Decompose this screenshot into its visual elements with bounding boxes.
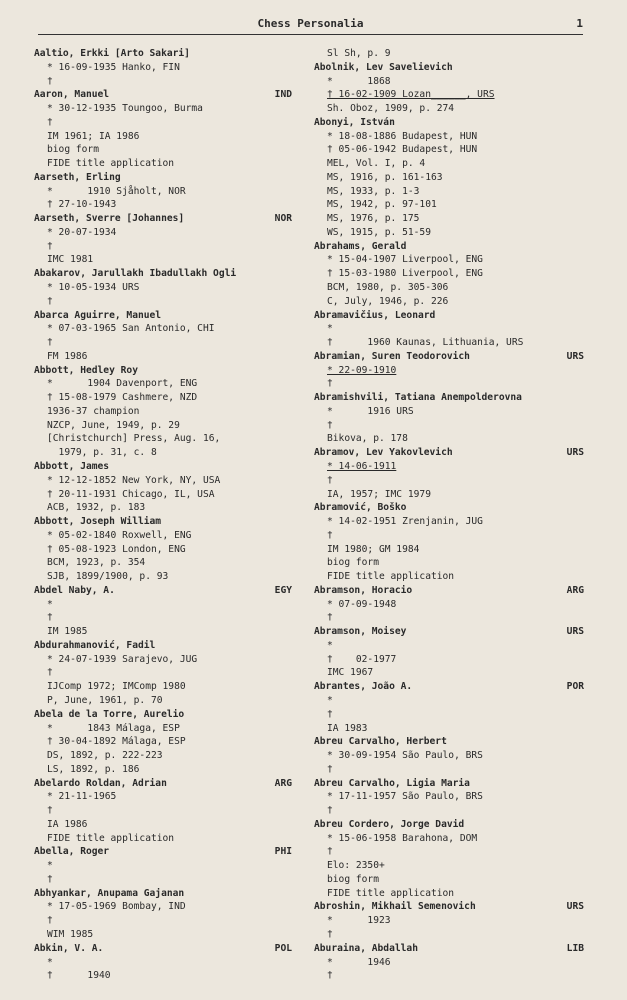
entry-detail (314, 336, 584, 350)
entry-detail (34, 350, 292, 364)
entry-text: IA 1986 (47, 818, 88, 830)
country-code: POR (566, 681, 584, 693)
entry-text: * (327, 323, 333, 335)
entry-text: † (327, 474, 333, 486)
entry-text: † (327, 612, 333, 624)
entry-detail (314, 543, 584, 557)
entry-text: Abelardo Roldan, Adrian (34, 777, 167, 789)
entry-text: IMC 1981 (47, 254, 94, 266)
entry-text: SJB, 1899/1900, p. 93 (47, 571, 169, 583)
entry-detail (34, 969, 292, 983)
entry-text: * (327, 639, 333, 651)
entry-detail (314, 157, 584, 171)
entry-text: † (327, 805, 333, 817)
entry-text: † 02-1977 (327, 653, 397, 665)
entry-detail (34, 295, 292, 309)
entry-detail (314, 845, 584, 859)
entry-detail (314, 474, 584, 488)
entry-text: Abroshin, Mikhail Semenovich (314, 901, 476, 913)
entry-text: [Christchurch] Press, Aug. 16, (47, 433, 221, 445)
entry-detail (314, 653, 584, 667)
entry-name (34, 309, 292, 323)
entry-text: † (327, 763, 333, 775)
entry-detail (34, 61, 292, 75)
entry-detail (314, 212, 584, 226)
entry-detail (34, 653, 292, 667)
entry-detail (34, 130, 292, 144)
entry-text: * 1910 Sjåholt, NOR (47, 185, 186, 197)
entry-text: Aburaina, Abdallah (314, 942, 418, 954)
entry-text: * 15-04-1907 Liverpool, ENG (327, 254, 483, 266)
entry-text: MS, 1976, p. 175 (327, 213, 420, 225)
entry-text: IMC 1967 (327, 667, 374, 679)
entry-text: * 14-02-1951 Zrenjanin, JUG (327, 516, 483, 528)
entry-text: † (327, 378, 333, 390)
entry-text: † (327, 708, 333, 720)
entry-text: † (327, 846, 333, 858)
entry-detail (314, 322, 584, 336)
entry-text: † (327, 419, 333, 431)
entry-detail (314, 488, 584, 502)
entry-text: † 05-08-1923 London, ENG (47, 543, 186, 555)
entry-text: * (47, 598, 53, 610)
entry-detail (314, 405, 584, 419)
entry-detail (314, 956, 584, 970)
entry-detail (314, 859, 584, 873)
entry-detail (34, 377, 292, 391)
entry-text: † 15-03-1980 Liverpool, ENG (327, 268, 483, 280)
entry-detail (314, 253, 584, 267)
entry-text: Abreu Cordero, Jorge David (314, 818, 465, 830)
country-code: URS (566, 901, 584, 913)
entry-detail (34, 474, 292, 488)
entry-text: † 20-11-1931 Chicago, IL, USA (47, 488, 215, 500)
entry-text: * 1843 Málaga, ESP (47, 722, 180, 734)
entry-text: Abramov, Lev Yakovlevich (314, 447, 453, 459)
entry-detail (314, 295, 584, 309)
country-code: URS (566, 626, 584, 638)
page-header (38, 14, 583, 35)
entry-detail (34, 240, 292, 254)
country-code: POL (274, 942, 292, 954)
entry-text: Abolnik, Lev Savelievich (314, 61, 453, 73)
entry-detail (34, 873, 292, 887)
entry-detail (314, 460, 584, 474)
entry-detail (314, 666, 584, 680)
country-code: LIB (566, 942, 584, 954)
entry-text: * 22-09-1910 (327, 364, 397, 376)
entry-text: * 15-06-1958 Barahona, DOM (327, 832, 478, 844)
entry-detail (314, 515, 584, 529)
entry-text: * 1904 Davenport, ENG (47, 378, 198, 390)
entry-detail (34, 405, 292, 419)
entry-text: * 30-09-1954 São Paulo, BRS (327, 750, 483, 762)
entry-detail (314, 75, 584, 89)
entry-detail (314, 887, 584, 901)
entry-detail (314, 88, 584, 102)
entry-name (314, 818, 584, 832)
entry-text: * 1946 (327, 956, 391, 968)
entry-text: IM 1980; GM 1984 (327, 543, 420, 555)
entry-text: Abramavičius, Leonard (314, 309, 436, 321)
entry-text: † (47, 75, 53, 87)
country-code: PHI (274, 846, 292, 858)
entry-detail (314, 694, 584, 708)
entry-name (34, 460, 292, 474)
entry-text: FIDE title application (327, 571, 455, 583)
entry-text: FIDE title application (47, 158, 175, 170)
entry-name (314, 584, 584, 598)
entry-detail (314, 611, 584, 625)
entry-name (314, 309, 584, 323)
entry-name (34, 942, 292, 956)
entry-text: Sh. Oboz, 1909, p. 274 (327, 103, 455, 115)
entry-detail (314, 185, 584, 199)
entry-name (314, 777, 584, 791)
entry-detail (34, 226, 292, 240)
entry-text: biog form (327, 557, 379, 569)
entry-text: Abramson, Moisey (314, 626, 407, 638)
entry-text: * 20-07-1934 (47, 226, 117, 238)
entry-name (314, 735, 584, 749)
entry-detail (314, 804, 584, 818)
entry-text: C, July, 1946, p. 226 (327, 295, 449, 307)
entry-detail (314, 171, 584, 185)
running-title: Chess Personalia (257, 17, 364, 30)
entry-name (34, 171, 292, 185)
page-number: 1 (576, 17, 583, 30)
entry-text: * 18-08-1886 Budapest, HUN (327, 130, 478, 142)
entry-text: ACB, 1932, p. 183 (47, 502, 146, 514)
entry-name (34, 267, 292, 281)
entry-text: † 15-08-1979 Cashmere, NZD (47, 392, 198, 404)
entry-text: Abonyi, István (314, 116, 395, 128)
right-column (314, 47, 584, 983)
entry-name (34, 515, 292, 529)
entry-detail (34, 956, 292, 970)
entry-detail (34, 625, 292, 639)
entry-text: Sl Sh, p. 9 (327, 48, 391, 59)
entry-text: * 1868 (327, 75, 391, 87)
entry-text: WIM 1985 (47, 929, 94, 940)
entry-text: Bikova, p. 178 (327, 433, 408, 445)
entry-text: IM 1985 (47, 626, 88, 638)
entry-text: * 07-09-1948 (327, 598, 397, 610)
entry-detail (314, 102, 584, 116)
entry-detail (34, 790, 292, 804)
entry-detail (34, 432, 292, 446)
entry-name (34, 584, 292, 598)
entry-detail (34, 157, 292, 171)
entry-detail (34, 928, 292, 942)
entry-detail (34, 543, 292, 557)
entry-text: Abhyankar, Anupama Gajanan (34, 887, 185, 899)
entry-name (34, 212, 292, 226)
entry-detail (34, 749, 292, 763)
entry-text: Abrantes, João A. (314, 681, 413, 693)
entry-name (314, 625, 584, 639)
entry-text: † 30-04-1892 Málaga, ESP (47, 736, 186, 748)
entry-detail (34, 556, 292, 570)
entry-name (34, 88, 292, 102)
entry-text: biog form (327, 873, 379, 885)
entry-text: Abramian, Suren Teodorovich (314, 350, 470, 362)
left-column (34, 47, 292, 983)
entry-text: MS, 1942, p. 97-101 (327, 199, 437, 211)
entry-name (314, 61, 584, 75)
entry-text: IA 1983 (327, 722, 368, 734)
entry-detail (314, 749, 584, 763)
entry-text: * 30-12-1935 Toungoo, Burma (47, 103, 203, 115)
entry-name (314, 240, 584, 254)
entry-detail (34, 598, 292, 612)
entry-detail (34, 570, 292, 584)
entry-text: IJComp 1972; IMComp 1980 (47, 681, 186, 693)
entry-detail (314, 639, 584, 653)
entry-text: FIDE title application (47, 832, 175, 844)
entry-text: BCM, 1923, p. 354 (47, 557, 146, 569)
entry-text: † 16-02-1909 Lozan______, URS (327, 89, 495, 101)
entry-detail (314, 928, 584, 942)
entry-text: Abbott, James (34, 460, 110, 472)
entry-detail (34, 102, 292, 116)
entry-detail (34, 694, 292, 708)
entry-detail (314, 873, 584, 887)
entry-text: 1979, p. 31, c. 8 (47, 447, 157, 459)
entry-text: Abdel Naby, A. (34, 584, 115, 596)
entry-text: * 17-11-1957 São Paulo, BRS (327, 791, 483, 803)
entry-text: † (47, 337, 53, 349)
entry-text: † (327, 529, 333, 541)
entry-text: † 05-06-1942 Budapest, HUN (327, 144, 478, 156)
entry-text: 1936-37 champion (47, 405, 140, 417)
entry-detail (314, 47, 584, 61)
entry-text: Abakarov, Jarullakh Ibadullakh Ogli (34, 268, 237, 280)
entry-detail (34, 322, 292, 336)
entry-detail (314, 419, 584, 433)
entry-detail (34, 143, 292, 157)
entry-text: † 1960 Kaunas, Lithuania, URS (327, 337, 524, 349)
entry-detail (314, 281, 584, 295)
entry-text: WS, 1915, p. 51-59 (327, 226, 431, 238)
entry-name (314, 446, 584, 460)
entry-text: Abela de la Torre, Aurelio (34, 708, 185, 720)
entry-detail (314, 377, 584, 391)
entry-text: Abreu Carvalho, Ligia Maria (314, 777, 470, 789)
entry-detail (314, 198, 584, 212)
entry-detail (314, 708, 584, 722)
entry-text: * 17-05-1969 Bombay, IND (47, 901, 186, 913)
entry-detail (34, 763, 292, 777)
entry-text: † (327, 929, 333, 940)
entry-text: † (47, 116, 53, 128)
entry-text: Aaron, Manuel (34, 89, 110, 101)
entry-text: Abarca Aguirre, Manuel (34, 309, 162, 321)
entry-text: Aaltio, Erkki [Arto Sakari] (34, 48, 190, 59)
entry-text: † (47, 295, 53, 307)
entry-detail (34, 914, 292, 928)
entry-detail (314, 763, 584, 777)
entry-text: * 21-11-1965 (47, 791, 117, 803)
entry-text: Abramishvili, Tatiana Anempolderovna (314, 392, 522, 404)
entry-text: Abkin, V. A. (34, 942, 104, 954)
entry-name (314, 116, 584, 130)
entry-text: * 1916 URS (327, 405, 414, 417)
entry-detail (34, 818, 292, 832)
entry-detail (314, 143, 584, 157)
entry-text: NZCP, June, 1949, p. 29 (47, 419, 180, 431)
entry-name (34, 708, 292, 722)
entry-detail (34, 859, 292, 873)
entry-detail (314, 969, 584, 983)
entry-text: Abbott, Hedley Roy (34, 364, 138, 376)
entry-detail (314, 130, 584, 144)
entry-text: Abella, Roger (34, 846, 110, 858)
country-code: URS (566, 447, 584, 459)
entry-detail (34, 900, 292, 914)
entry-text: Abdurahmanović, Fadil (34, 639, 156, 651)
entry-text: FIDE title application (327, 887, 455, 899)
entry-text: IM 1961; IA 1986 (47, 130, 140, 142)
entry-detail (34, 529, 292, 543)
entry-detail (34, 198, 292, 212)
entry-detail (34, 501, 292, 515)
entry-detail (34, 419, 292, 433)
entry-detail (34, 666, 292, 680)
entry-detail (34, 336, 292, 350)
entry-detail (314, 267, 584, 281)
entry-text: † 1940 (47, 970, 111, 982)
entry-detail (314, 914, 584, 928)
entry-detail (314, 722, 584, 736)
entry-text: * 14-06-1911 (327, 460, 397, 472)
entry-text: Elo: 2350+ (327, 860, 385, 872)
entry-text: LS, 1892, p. 186 (47, 763, 140, 775)
entry-text: † (47, 612, 53, 624)
entry-text: † (47, 873, 53, 885)
entry-text: † (47, 240, 53, 252)
entry-detail (314, 226, 584, 240)
entry-text: Abreu Carvalho, Herbert (314, 736, 447, 748)
entry-name (314, 501, 584, 515)
entry-text: IA, 1957; IMC 1979 (327, 488, 431, 500)
entry-name (34, 639, 292, 653)
entry-name (314, 942, 584, 956)
entry-detail (314, 790, 584, 804)
entry-text: Abramović, Boško (314, 502, 407, 514)
entry-text: * 10-05-1934 URS (47, 282, 140, 294)
entry-text: * (327, 694, 333, 706)
entry-detail (314, 556, 584, 570)
entry-text: MS, 1933, p. 1-3 (327, 185, 420, 197)
entry-name (314, 680, 584, 694)
entry-detail (34, 488, 292, 502)
entry-detail (34, 446, 292, 460)
entry-detail (34, 804, 292, 818)
entry-name (34, 364, 292, 378)
entry-text: Aarseth, Erling (34, 171, 121, 183)
entry-detail (34, 680, 292, 694)
entry-detail (34, 832, 292, 846)
country-code: URS (566, 350, 584, 362)
entry-name (34, 47, 292, 61)
entry-text: FM 1986 (47, 350, 88, 362)
entry-detail (34, 75, 292, 89)
entry-detail (34, 722, 292, 736)
entry-text: * 12-12-1852 New York, NY, USA (47, 474, 221, 486)
entry-text: Abramson, Horacio (314, 584, 413, 596)
entry-text: BCM, 1980, p. 305-306 (327, 282, 449, 294)
country-code: ARG (274, 777, 292, 789)
country-code: IND (274, 89, 292, 101)
entry-name (34, 777, 292, 791)
entry-detail (34, 281, 292, 295)
entry-text: † (47, 667, 53, 679)
entry-text: MEL, Vol. I, p. 4 (327, 158, 426, 170)
entry-detail (314, 570, 584, 584)
entry-detail (34, 253, 292, 267)
country-code: EGY (274, 584, 292, 596)
entry-detail (314, 364, 584, 378)
entry-detail (314, 598, 584, 612)
entry-name (314, 391, 584, 405)
entry-text: MS, 1916, p. 161-163 (327, 171, 443, 183)
entry-text: * 07-03-1965 San Antonio, CHI (47, 323, 215, 335)
country-code: NOR (274, 213, 292, 225)
entry-detail (34, 391, 292, 405)
entry-text: Aarseth, Sverre [Johannes] (34, 213, 185, 225)
entry-text: † (327, 970, 333, 982)
entry-text: † (47, 915, 53, 927)
entry-text: biog form (47, 144, 99, 156)
entry-detail (314, 432, 584, 446)
entry-text: Abrahams, Gerald (314, 240, 407, 252)
entry-text: * 24-07-1939 Sarajevo, JUG (47, 653, 198, 665)
entry-name (34, 887, 292, 901)
entry-name (34, 845, 292, 859)
entry-text: DS, 1892, p. 222-223 (47, 750, 163, 762)
country-code: ARG (566, 584, 584, 596)
entry-text: * 05-02-1840 Roxwell, ENG (47, 529, 192, 541)
entry-text: * 1923 (327, 915, 391, 927)
entry-text: P, June, 1961, p. 70 (47, 694, 163, 706)
entry-detail (314, 832, 584, 846)
entry-detail (34, 185, 292, 199)
entry-text: * (47, 860, 53, 872)
entry-text: * 16-09-1935 Hanko, FIN (47, 61, 180, 73)
entry-text: * (47, 956, 53, 968)
entry-text: † (47, 805, 53, 817)
entry-text: Abbott, Joseph William (34, 516, 162, 528)
entry-detail (314, 529, 584, 543)
entry-detail (34, 735, 292, 749)
entry-name (314, 900, 584, 914)
entry-name (314, 350, 584, 364)
entry-text: † 27-10-1943 (47, 199, 117, 211)
entry-detail (34, 116, 292, 130)
entry-detail (34, 611, 292, 625)
